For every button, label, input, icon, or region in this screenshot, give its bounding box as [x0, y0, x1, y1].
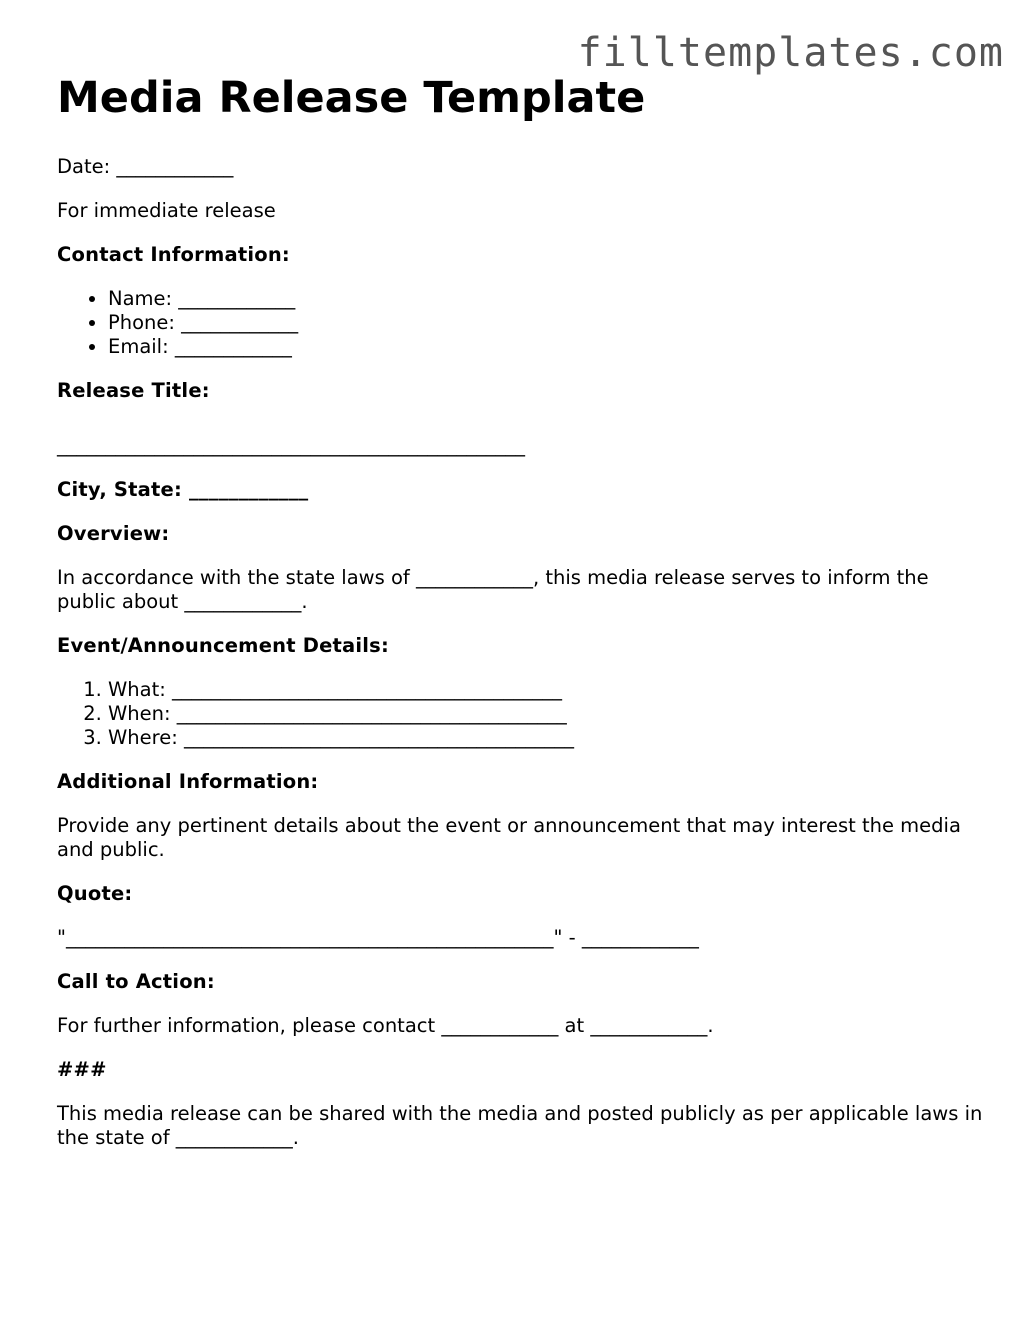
contact-name-item: • Name: ____________: [108, 287, 987, 311]
document-title: Media Release Template: [57, 73, 646, 123]
event-details-list: [57, 678, 987, 750]
document-page: [57, 72, 987, 1170]
contact-phone-item: • Phone: ____________: [108, 311, 987, 335]
release-title-blank-line: ________________________________________________: [57, 434, 525, 457]
additional-information-heading: Additional Information:: [57, 770, 319, 793]
contact-information-heading: Contact Information:: [57, 243, 290, 266]
contact-email-item: • Email: ____________: [108, 335, 987, 359]
call-to-action-text: For further information, please contact ____________ at ____________.: [57, 1014, 714, 1037]
event-what-item: 1. What: ________________________________________: [108, 678, 987, 702]
quote-text: "__________________________________________________" - ____________: [57, 926, 699, 949]
immediate-release-text: For immediate release: [57, 199, 276, 222]
end-mark: ###: [57, 1058, 107, 1081]
overview-text: In accordance with the state laws of ____________, this media release serves to inform the public about ____________.: [57, 566, 929, 613]
overview-heading: Overview:: [57, 522, 170, 545]
closing-statement: This media release can be shared with the media and posted publicly as per applicable laws in the state of ____________.: [57, 1102, 983, 1149]
site-watermark: filltemplates.com: [577, 30, 1004, 76]
quote-heading: Quote:: [57, 882, 133, 905]
event-details-heading: Event/Announcement Details:: [57, 634, 389, 657]
contact-information-list: [57, 287, 987, 359]
event-where-item: 3. Where: ________________________________________: [108, 726, 987, 750]
date-field-line: Date: ____________: [57, 155, 234, 178]
event-when-item: 2. When: ________________________________________: [108, 702, 987, 726]
city-state-line: City, State: ____________: [57, 478, 309, 501]
release-title-heading: Release Title:: [57, 379, 210, 402]
call-to-action-heading: Call to Action:: [57, 970, 215, 993]
additional-information-text: Provide any pertinent details about the event or announcement that may interest the media and public.: [57, 814, 961, 861]
